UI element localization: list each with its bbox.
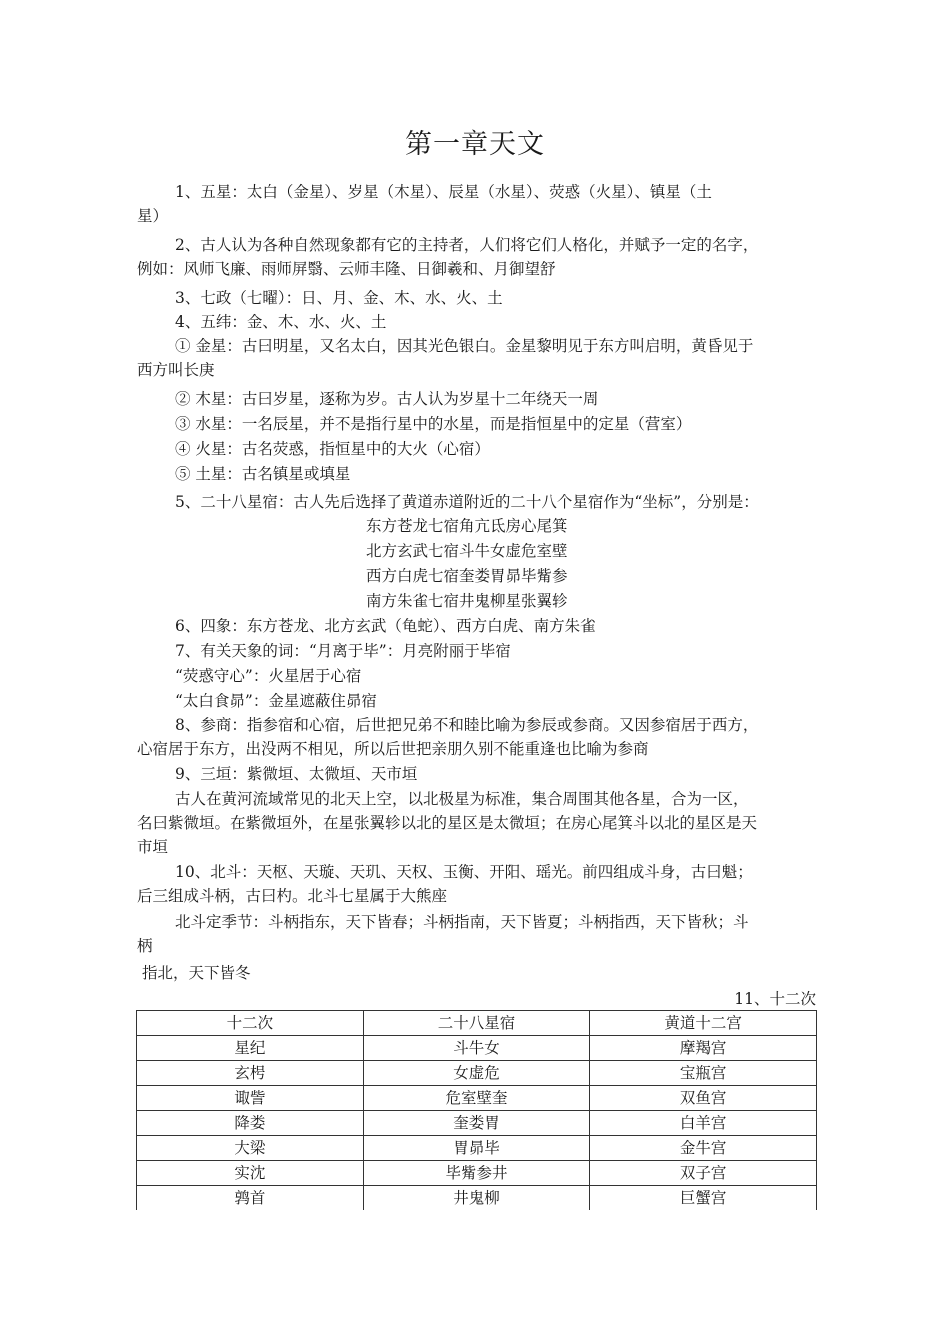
paragraph-line: 3、七政（七曜）：日、月、金、木、水、火、土 bbox=[175, 289, 503, 307]
paragraph-line: 8、参商：指参宿和心宿，后世把兄弟不和睦比喻为参辰或参商。又因参宿居于西方， bbox=[175, 716, 759, 734]
paragraph-line: 柄 bbox=[137, 937, 153, 955]
table-header-cell: 黄道十二宫 bbox=[590, 1011, 817, 1036]
paragraph-line: 名曰紫微垣。在紫微垣外，在星张翼轸以北的星区是太微垣；在房心尾箕斗以北的星区是天 bbox=[137, 814, 758, 832]
paragraph-line: 后三组成斗柄，古曰杓。北斗七星属于大熊座 bbox=[137, 887, 448, 905]
paragraph-line: “太白食昴”：金星遮蔽住昴宿 bbox=[175, 692, 377, 710]
paragraph-line: 例如：风师飞廉、雨师屏翳、云师丰隆、日御羲和、月御望舒 bbox=[137, 260, 556, 278]
paragraph-line: 10、北斗：天枢、天璇、天玑、天权、玉衡、开阳、瑶光。前四组成斗身，古曰魁； bbox=[175, 863, 753, 881]
paragraph-line: 6、四象：东方苍龙、北方玄武（龟蛇）、西方白虎、南方朱雀 bbox=[175, 617, 596, 635]
mansion-line: 南方朱雀七宿井鬼柳星张翼轸 bbox=[366, 592, 568, 610]
paragraph-line: 西方叫长庚 bbox=[137, 361, 215, 379]
paragraph-line: 指北，天下皆冬 bbox=[142, 964, 251, 982]
paragraph-line: 心宿居于东方，出没两不相见，所以后世把亲朋久别不能重逢也比喻为参商 bbox=[137, 740, 649, 758]
table-cell: 星纪 bbox=[137, 1036, 364, 1061]
table-cell: 巨蟹宫 bbox=[590, 1186, 817, 1211]
table-row bbox=[137, 1186, 817, 1211]
table-cell: 鹑首 bbox=[137, 1186, 364, 1211]
paragraph-line: ① 金星：古曰明星，又名太白，因其光色银白。金星黎明见于东方叫启明，黄昏见于 bbox=[175, 337, 754, 355]
twelve-stations-table bbox=[136, 1010, 817, 1210]
table-header-row bbox=[137, 1011, 817, 1036]
paragraph-line: ② 木星：古曰岁星，逐称为岁。古人认为岁星十二年绕天一周 bbox=[175, 390, 599, 408]
table-cell: 毕觜参井 bbox=[363, 1161, 590, 1186]
mansion-line: 北方玄武七宿斗牛女虚危室壁 bbox=[366, 542, 568, 560]
mansion-line: 东方苍龙七宿角亢氐房心尾箕 bbox=[366, 517, 568, 535]
table-cell: 大梁 bbox=[137, 1136, 364, 1161]
table-row bbox=[137, 1111, 817, 1136]
paragraph-line: ④ 火星：古名荧惑，指恒星中的大火（心宿） bbox=[175, 440, 490, 458]
table-cell: 双子宫 bbox=[590, 1161, 817, 1186]
paragraph-line: 7、有关天象的词：“月离于毕”：月亮附丽于毕宿 bbox=[175, 642, 511, 660]
table-row bbox=[137, 1136, 817, 1161]
table-cell: 井鬼柳 bbox=[363, 1186, 590, 1211]
table-caption: 11、十二次 bbox=[734, 990, 816, 1008]
paragraph-line: “荧惑守心”：火星居于心宿 bbox=[175, 667, 362, 685]
paragraph-line: ⑤ 土星：古名镇星或填星 bbox=[175, 465, 351, 483]
chapter-title: 第一章天文 bbox=[405, 129, 545, 160]
table-cell: 玄枵 bbox=[137, 1061, 364, 1086]
table-row bbox=[137, 1086, 817, 1111]
table-row bbox=[137, 1161, 817, 1186]
table-cell: 摩羯宫 bbox=[590, 1036, 817, 1061]
table-cell: 金牛宫 bbox=[590, 1136, 817, 1161]
table-cell: 诹訾 bbox=[137, 1086, 364, 1111]
table-cell: 胃昴毕 bbox=[363, 1136, 590, 1161]
table-row bbox=[137, 1061, 817, 1086]
table-cell: 宝瓶宫 bbox=[590, 1061, 817, 1086]
paragraph-line: 市垣 bbox=[137, 838, 169, 856]
paragraph-line: 北斗定季节：斗柄指东，天下皆春；斗柄指南，天下皆夏；斗柄指西，天下皆秋；斗 bbox=[175, 913, 749, 931]
table-header-cell: 二十八星宿 bbox=[363, 1011, 590, 1036]
paragraph-line: 9、三垣：紫微垣、太微垣、天市垣 bbox=[175, 765, 418, 783]
table-cell: 奎娄胃 bbox=[363, 1111, 590, 1136]
paragraph-line: 2、古人认为各种自然现象都有它的主持者，人们将它们人格化，并赋予一定的名字， bbox=[175, 236, 759, 254]
paragraph-line: 4、五纬：金、木、水、火、土 bbox=[175, 313, 387, 331]
paragraph-line: 1、五星：太白（金星）、岁星（木星）、辰星（水星）、荧惑（火星）、镇星（土 bbox=[175, 183, 712, 201]
table-cell: 斗牛女 bbox=[363, 1036, 590, 1061]
table-cell: 降娄 bbox=[137, 1111, 364, 1136]
table-cell: 危室壁奎 bbox=[363, 1086, 590, 1111]
table-cell: 白羊宫 bbox=[590, 1111, 817, 1136]
table-cell: 双鱼宫 bbox=[590, 1086, 817, 1111]
paragraph-line: 古人在黄河流域常见的北天上空，以北极星为标准，集合周围其他各星，合为一区， bbox=[175, 790, 749, 808]
paragraph-line: 星） bbox=[137, 207, 169, 225]
table-header-cell: 十二次 bbox=[137, 1011, 364, 1036]
paragraph-line: 5、二十八星宿：古人先后选择了黄道赤道附近的二十八个星宿作为“坐标”，分别是： bbox=[175, 493, 759, 511]
paragraph-line: ③ 水星：一名辰星，并不是指行星中的水星，而是指恒星中的定星（营室） bbox=[175, 415, 692, 433]
table-cell: 女虚危 bbox=[363, 1061, 590, 1086]
mansion-line: 西方白虎七宿奎娄胃昴毕觜参 bbox=[366, 567, 568, 585]
table-cell: 实沈 bbox=[137, 1161, 364, 1186]
table-row bbox=[137, 1036, 817, 1061]
